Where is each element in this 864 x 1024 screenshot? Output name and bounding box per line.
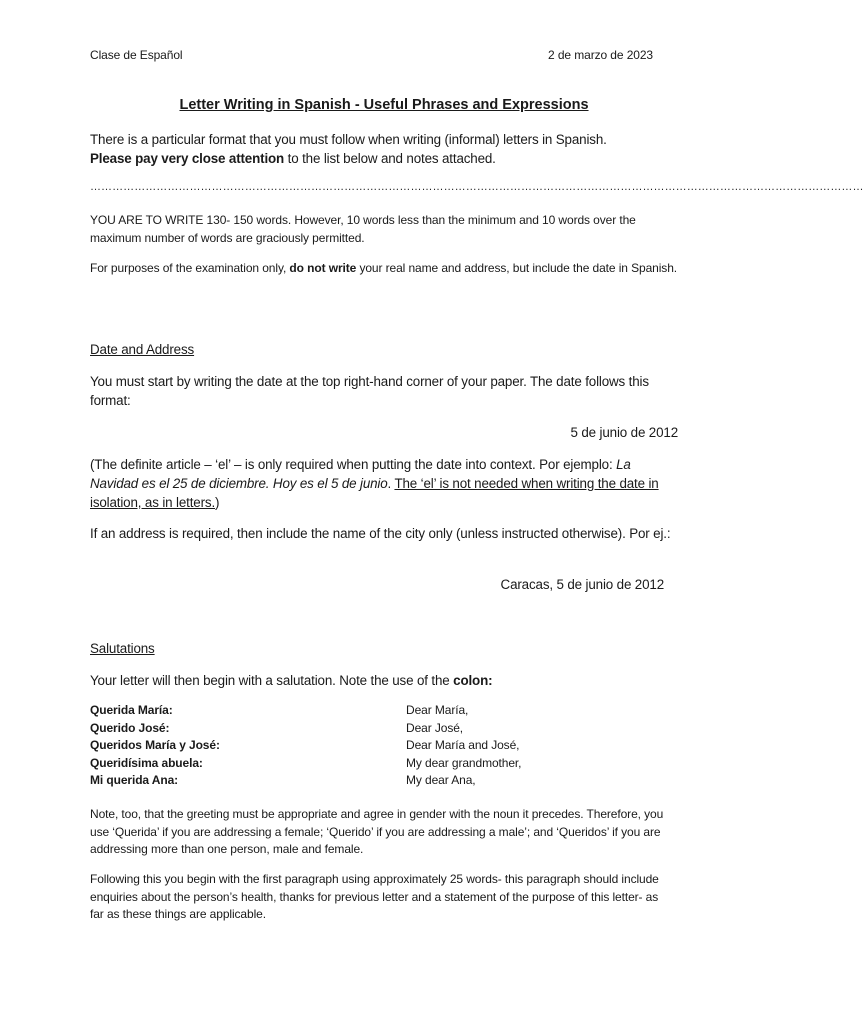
salutation-english: My dear grandmother, [406,755,522,770]
article-note-separator: . [387,476,395,491]
salutation-english: My dear Ana, [406,773,476,787]
address-example: Caracas, 5 de junio de 2012 [500,577,664,592]
salutation-row [90,737,678,755]
salutation-row [90,772,678,790]
page-title: Letter Writing in Spanish - Useful Phrases and Expressions [179,97,589,113]
article-note-text: (The definite article – ‘el’ – is only required when putting the date into context. Por ejemplo: [90,457,617,472]
exam-note-pre: For purposes of the examination only, [90,261,290,275]
article-note-example: La Navidad es el 25 de diciembre. Hoy es el 5 de junio [90,457,631,491]
exam-note [90,260,678,278]
salutations-list [90,702,678,790]
salutation-spanish: Queridos María y José: [90,738,220,752]
exam-note-post: your real name and address, but include the date in Spanish. [356,261,677,275]
word-count-instruction: YOU ARE TO WRITE 130- 150 words. However, 10 words less than the minimum and 10 words over the maximum number of words are graciously permitted. [90,213,636,245]
date-address-heading: Date and Address [90,342,195,357]
date-format-paragraph: You must start by writing the date at the top right-hand corner of your paper. The date follows this format: [90,374,649,408]
article-note-emphasis: The ‘el’ is not needed when writing the date in isolation, as in letters. [90,476,659,510]
intro-emphasis: Please pay very close attention [90,151,285,166]
salutation-spanish: Mi querida Ana: [90,773,179,787]
intro-line-2-rest: to the list below and notes attached. [284,151,496,166]
salutation-spanish: Querida María: [90,703,173,717]
intro-line-2 [90,149,678,168]
address-paragraph: If an address is required, then include the name of the city only (unless instructed otherwise). Por ej.: [90,526,671,541]
definite-article-note [90,455,678,512]
salutations-intro-text: Your letter will then begin with a salutation. Note the use of the [90,673,454,688]
class-name: Clase de Español [90,48,183,62]
first-paragraph-note: Following this you begin with the first paragraph using approximately 25 words- this paragraph should include enquiries about the person’s health, thanks for previous letter and a statement of the purpose of this letter- as far as these things are applicable. [90,872,659,921]
dotted-separator: ………………………………………………………………………………………………………………………………………………………………………………………… [90,181,864,193]
date-example: 5 de junio de 2012 [570,425,678,440]
salutation-row [90,755,678,773]
salutations-heading: Salutations [90,641,155,656]
exam-note-bold: do not write [289,261,357,275]
salutation-row [90,720,678,738]
salutation-spanish: Queridísima abuela: [90,755,203,770]
salutation-english: Dear José, [406,720,464,735]
gender-agreement-note: Note, too, that the greeting must be appropriate and agree in gender with the noun it precedes. Therefore, you use ‘Querida’ if you are addressing a female; ‘Querido’ if you are addressing a male’; and ‘Queridos’ if you are addressing more than one person, male and female. [90,807,664,856]
intro-paragraph [90,130,678,168]
salutation-english: Dear María, [406,703,469,717]
document-date: 2 de marzo de 2023 [548,48,653,62]
salutations-intro [90,671,678,690]
salutations-intro-bold: colon: [453,673,493,688]
intro-line-1: There is a particular format that you must follow when writing (informal) letters in Spanish. [90,132,607,147]
salutation-row [90,702,678,720]
salutation-spanish: Querido José: [90,720,170,735]
salutation-english: Dear María and José, [406,738,520,752]
article-note-end: ) [215,495,220,510]
